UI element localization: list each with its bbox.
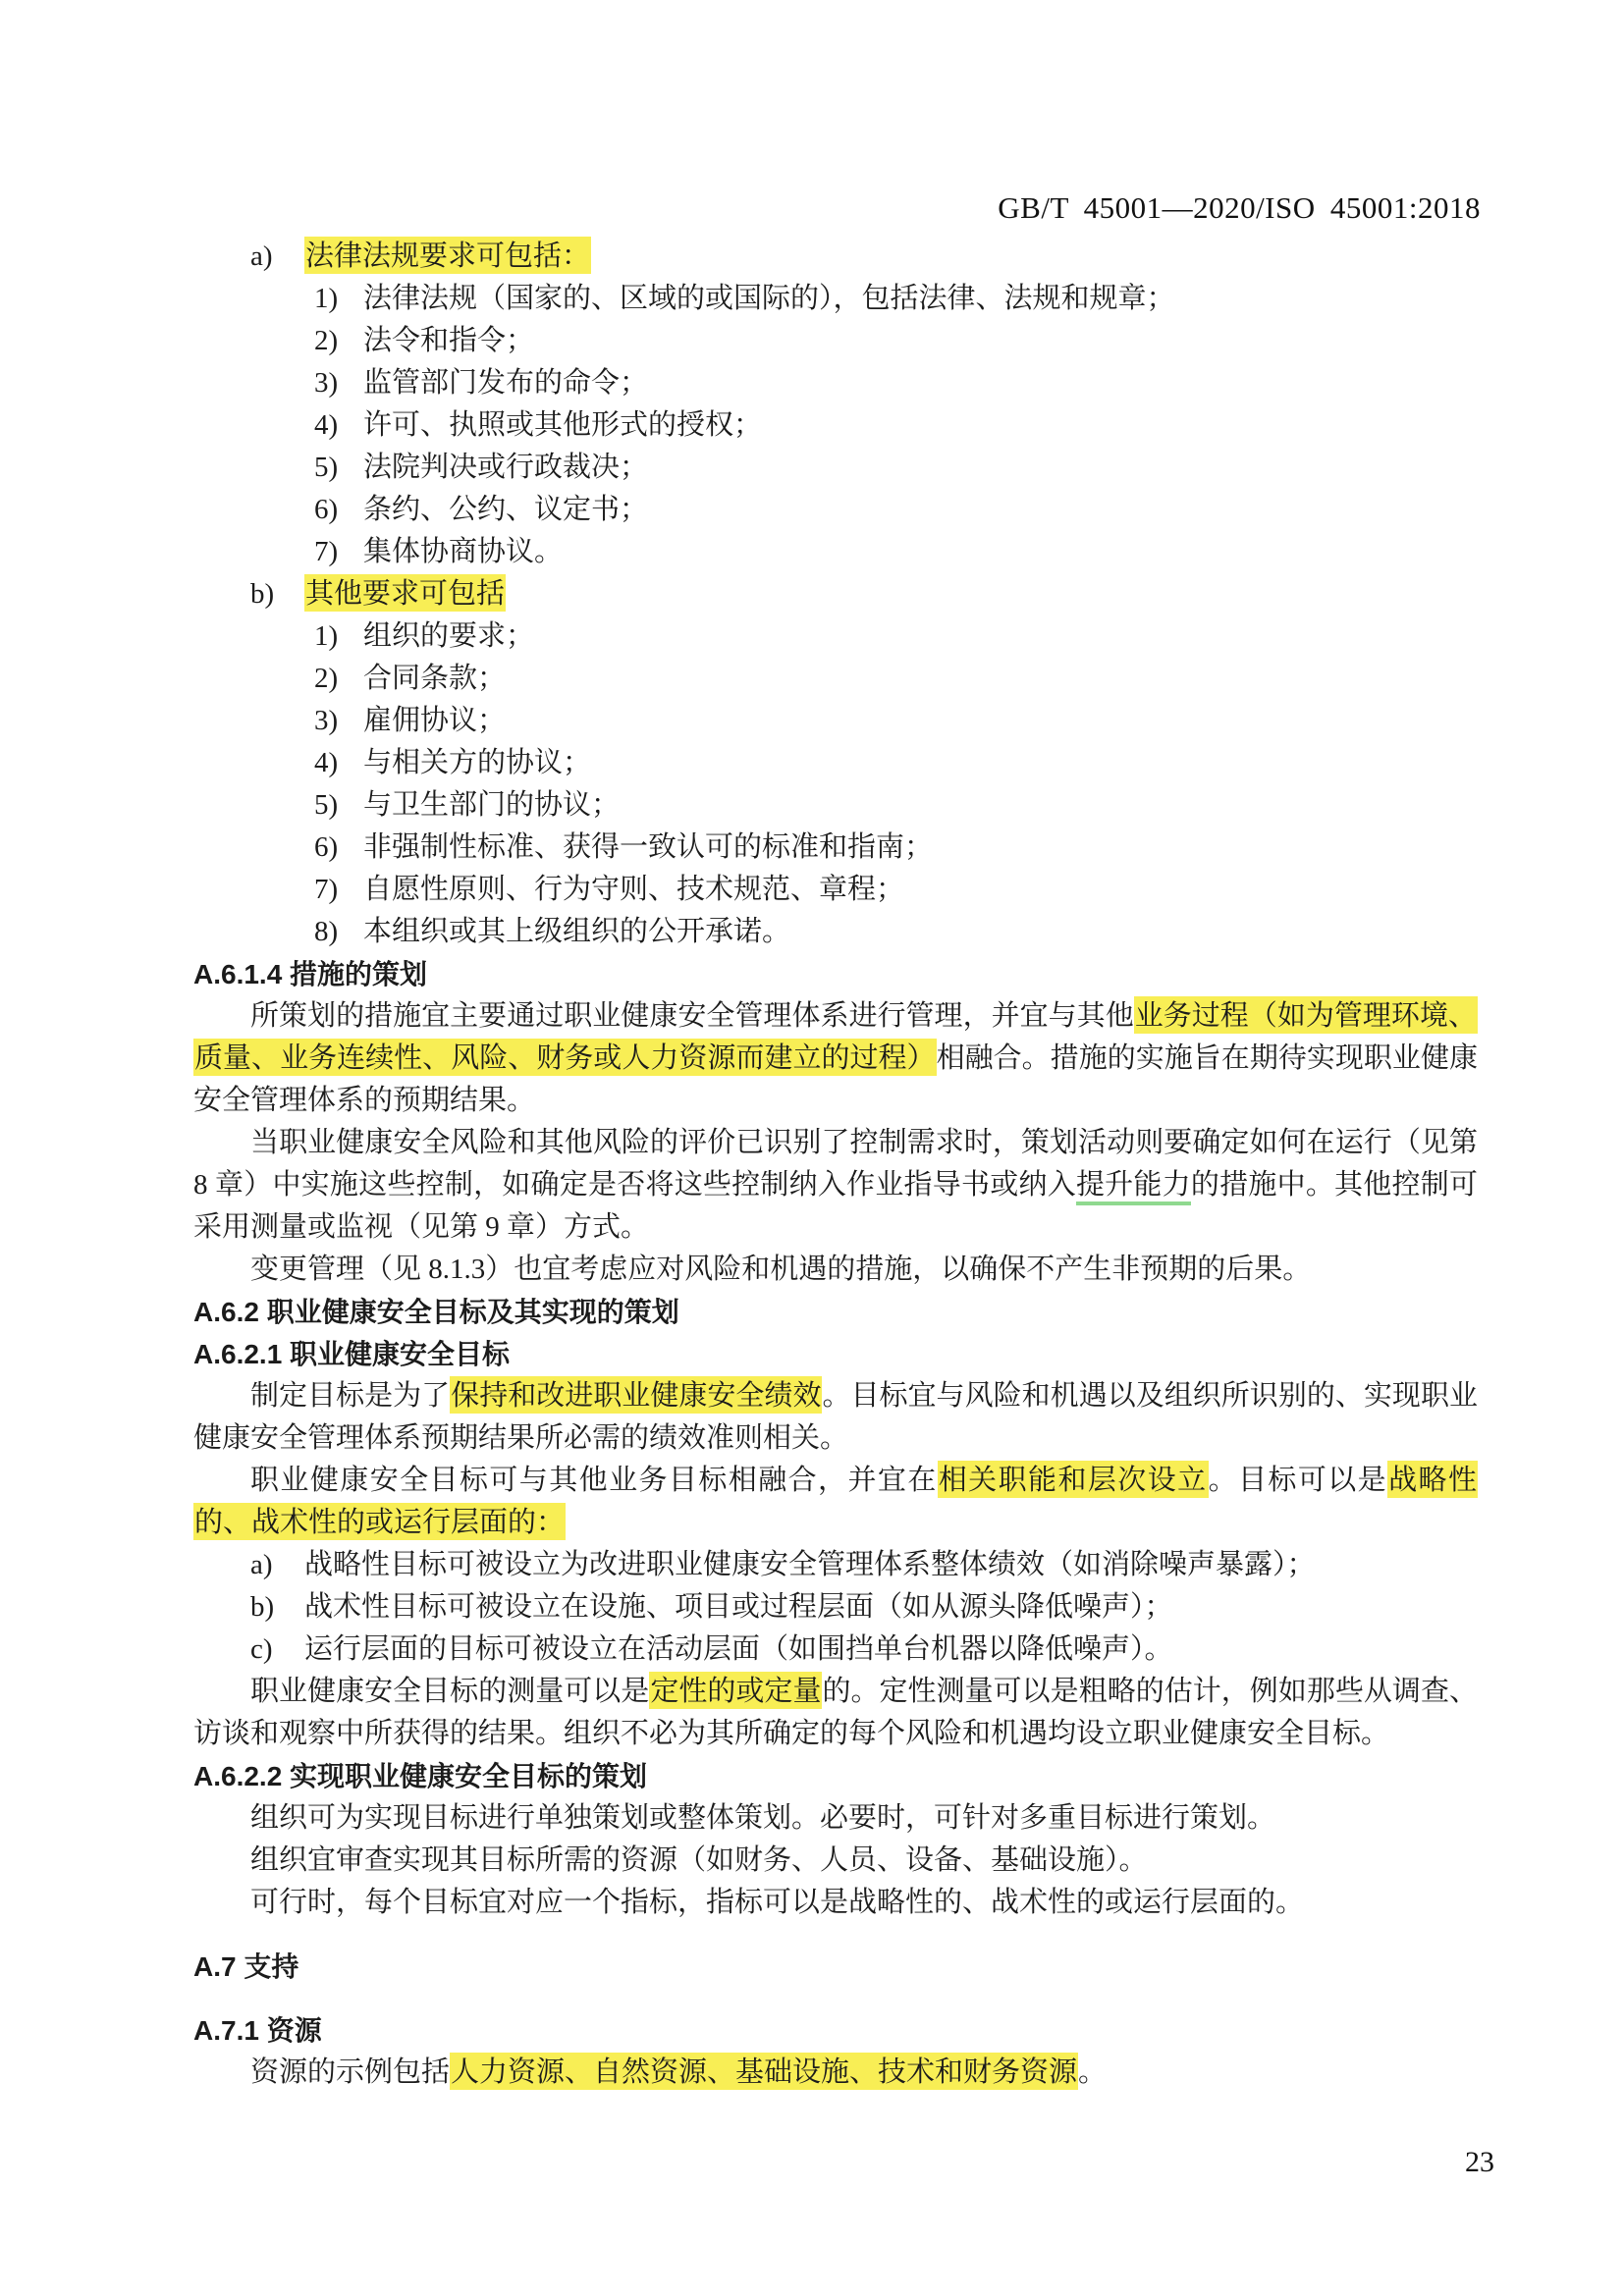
list-marker: c) (250, 1633, 273, 1665)
list-item (193, 236, 1478, 278)
text-segment: 雇佣协议； (363, 705, 507, 736)
text-segment: 组织可为实现目标进行单独策划或整体策划。必要时，可针对多重目标进行策划。 (250, 1802, 1276, 1834)
list-item-text (363, 742, 1478, 784)
text-segment: 资源的示例包括 (250, 2056, 451, 2088)
list-marker: 1) (314, 283, 339, 314)
list-item-text (363, 447, 1478, 489)
list-item (193, 869, 1478, 911)
text-segment: 当职业健康安全风险和其他风险的评价已识别了控制需求时，策划活动则要确定如何在运行（见第 8 章）中实施这些控制，如确定是否将这些控制纳入作业指导书或纳入 (193, 1127, 1478, 1201)
text-segment: 自愿性原则、行为守则、技术规范、章程； (363, 874, 905, 905)
highlighted-text: 保持和改进职业健康安全绩效 (450, 1376, 822, 1414)
list-item (193, 658, 1478, 700)
text-segment: 法院判决或行政裁决； (363, 452, 649, 483)
list-item (193, 362, 1478, 404)
text-segment: 。目标可以是 (1208, 1465, 1388, 1496)
list-item (193, 573, 1478, 615)
highlighted-text: 定性的或定量 (649, 1672, 822, 1709)
text-segment: 职业健康安全目标的测量可以是 (250, 1676, 650, 1707)
text-segment: 条约、公约、议定书； (363, 494, 649, 525)
text-segment: 监管部门发布的命令； (363, 367, 649, 399)
highlighted-text: 人力资源、自然资源、基础设施、技术和财务资源 (450, 2053, 1078, 2090)
list-item (193, 489, 1478, 531)
highlighted-text: 相关职能和层次设立 (938, 1461, 1209, 1498)
highlighted-text: 战略性的、战术性的或运行层面的： (193, 1461, 1478, 1540)
text-segment: 组织的要求； (363, 620, 535, 652)
section-heading: A.6.2.2 实现职业健康安全目标的策划 (193, 1761, 648, 1791)
list-marker: 8) (314, 916, 339, 947)
list-marker: a) (250, 240, 273, 272)
list-item-text (363, 362, 1478, 404)
text-segment: 可行时，每个目标宜对应一个指标，指标可以是战略性的、战术性的或运行层面的。 (250, 1887, 1305, 1918)
list-marker: 2) (314, 325, 339, 356)
list-marker: 3) (314, 367, 339, 399)
text-segment: 制定目标是为了 (250, 1380, 451, 1412)
text-segment: 的措施中。其他控制可采用测量或监视（见第 9 章）方式。 (193, 1169, 1478, 1243)
text-segment: 法律法规（国家的、区域的或国际的），包括法律、法规和规章； (363, 283, 1175, 314)
list-item (193, 784, 1478, 827)
paragraph (193, 1797, 1478, 1840)
list-marker: a) (250, 1549, 273, 1580)
list-item (193, 1629, 1478, 1671)
list-marker: 3) (314, 705, 339, 736)
list-item-text (363, 404, 1478, 447)
text-segment: 所策划的措施宜主要通过职业健康安全管理体系进行管理，并宜与其他 (250, 1000, 1134, 1032)
list-item (193, 911, 1478, 953)
list-item (193, 615, 1478, 658)
list-item-text (363, 489, 1478, 531)
list-marker: 7) (314, 874, 339, 905)
list-marker: 7) (314, 536, 339, 567)
section-heading: A.7 支持 (193, 1951, 299, 1982)
list-item-text (363, 784, 1478, 827)
list-item (193, 1544, 1478, 1586)
section-heading: A.7.1 资源 (193, 2015, 322, 2046)
text-segment: 战术性目标可被设立在设施、项目或过程层面（如从源头降低噪声）； (304, 1591, 1173, 1623)
list-marker: 6) (314, 831, 339, 863)
list-item-text (363, 911, 1478, 953)
paragraph (193, 1460, 1478, 1544)
text-segment: 职业健康安全目标可与其他业务目标相融合，并宜在 (250, 1465, 938, 1496)
text-segment: 本组织或其上级组织的公开承诺。 (363, 916, 791, 947)
text-segment: 与相关方的协议； (363, 747, 592, 778)
section-heading: A.6.2.1 职业健康安全目标 (193, 1339, 511, 1369)
paragraph (193, 1375, 1478, 1460)
paragraph (193, 2052, 1478, 2094)
list-item-text (304, 1544, 1478, 1586)
text-segment: 运行层面的目标可被设立在活动层面（如围挡单台机器以降低噪声）。 (304, 1633, 1173, 1665)
list-item (193, 827, 1478, 869)
list-marker: 2) (314, 663, 339, 694)
page-number: 23 (1465, 2146, 1494, 2178)
text-segment: 变更管理（见 8.1.3）也宜考虑应对风险和机遇的措施，以确保不产生非预期的后果。 (250, 1254, 1312, 1285)
text-segment: 。 (1078, 2056, 1108, 2088)
text-segment: 许可、执照或其他形式的授权； (363, 409, 763, 441)
text-segment: 相融合。措施的实施旨在期待实现职业健康安全管理体系的预期结果。 (193, 1042, 1478, 1116)
highlighted-text: 法律法规要求可包括： (304, 237, 591, 274)
list-item (193, 278, 1478, 320)
text-segment: 合同条款； (363, 663, 507, 694)
text-segment: 非强制性标准、获得一致认可的标准和指南； (363, 831, 934, 863)
list-item (193, 1586, 1478, 1629)
green-underlined-text: 提升能力 (1076, 1169, 1191, 1205)
list-marker: 5) (314, 789, 339, 821)
list-item-text (304, 236, 1478, 278)
list-marker: 5) (314, 452, 339, 483)
text-segment: 战略性目标可被设立为改进职业健康安全管理体系整体绩效（如消除噪声暴露）； (304, 1549, 1316, 1580)
paragraph (193, 1671, 1478, 1755)
list-item-text (304, 1629, 1478, 1671)
list-item (193, 447, 1478, 489)
highlighted-text: 业务过程（如为管理环境、质量、业务连续性、风险、财务或人力资源而建立的过程） (193, 996, 1478, 1076)
document-header-standard-code: GB/T 45001—2020/ISO 45001:2018 (998, 190, 1481, 225)
list-marker: 1) (314, 620, 339, 652)
list-item-text (363, 615, 1478, 658)
text-segment: 。目标宜与风险和机遇以及组织所识别的、实现职业健康安全管理体系预期结果所必需的绩效准则相关。 (193, 1380, 1478, 1454)
list-item (193, 700, 1478, 742)
list-item-text (363, 320, 1478, 362)
text-segment: 法令和指令； (363, 325, 535, 356)
text-segment: 组织宜审查实现其目标所需的资源（如财务、人员、设备、基础设施）。 (250, 1844, 1148, 1876)
paragraph (193, 1840, 1478, 1882)
list-marker: 4) (314, 747, 339, 778)
list-item-text (363, 531, 1478, 573)
text-segment: 的。定性测量可以是粗略的估计，例如那些从调查、访谈和观察中所获得的结果。组织不必为其所确定的每个风险和机遇均设立职业健康安全目标。 (193, 1676, 1478, 1749)
paragraph (193, 1122, 1478, 1249)
list-item (193, 320, 1478, 362)
list-item-text (363, 278, 1478, 320)
list-item (193, 742, 1478, 784)
list-marker: b) (250, 1591, 275, 1623)
list-item-text (363, 827, 1478, 869)
list-item-text (363, 869, 1478, 911)
list-item (193, 531, 1478, 573)
list-marker: 4) (314, 409, 339, 441)
paragraph (193, 1249, 1478, 1291)
list-item (193, 404, 1478, 447)
list-item-text (363, 658, 1478, 700)
paragraph (193, 995, 1478, 1122)
section-heading: A.6.1.4 措施的策划 (193, 959, 428, 989)
list-marker: 6) (314, 494, 339, 525)
text-segment: 集体协商协议。 (363, 536, 564, 567)
list-item-text (304, 573, 1478, 615)
text-segment: 与卫生部门的协议； (363, 789, 621, 821)
list-marker: b) (250, 578, 275, 610)
document-content (193, 236, 1478, 2094)
list-item-text (363, 700, 1478, 742)
list-item-text (304, 1586, 1478, 1629)
paragraph (193, 1882, 1478, 1924)
section-heading: A.6.2 职业健康安全目标及其实现的策划 (193, 1297, 679, 1327)
highlighted-text: 其他要求可包括 (304, 574, 506, 612)
